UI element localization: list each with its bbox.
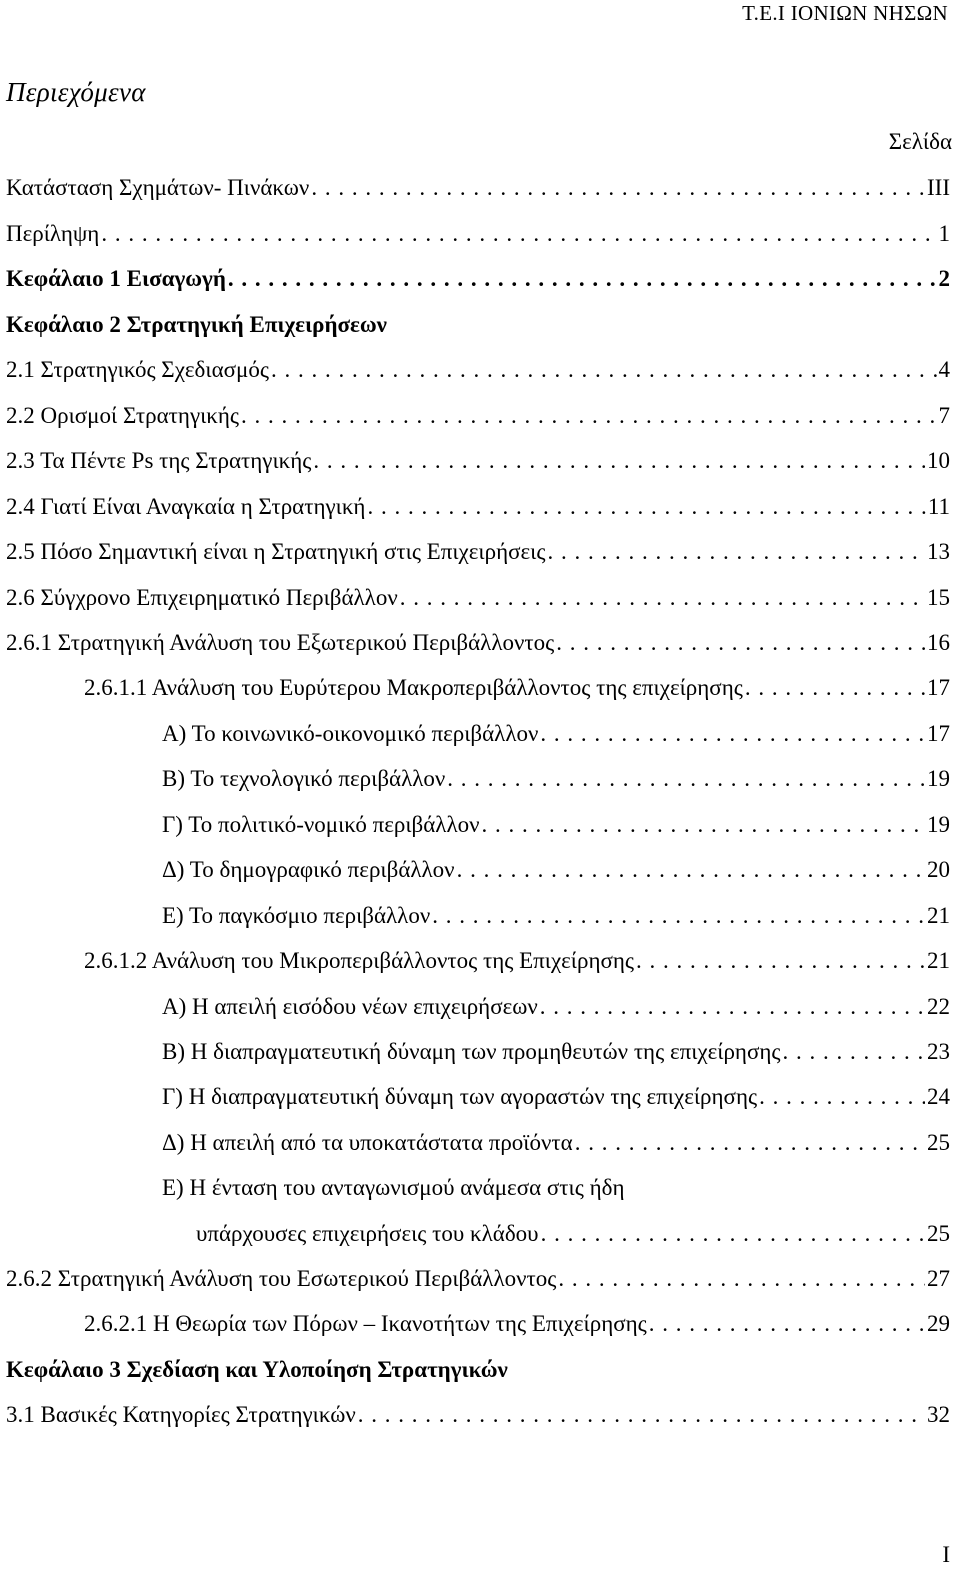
toc-entry[interactable] (162, 1082, 950, 1112)
dot-leader (636, 946, 925, 976)
toc-entry-label: 2.1 Στρατηγικός Σχεδιασμός (6, 357, 269, 382)
toc-entry[interactable] (6, 583, 950, 613)
toc-entry-label: Κεφάλαιο 1 Εισαγωγή (6, 266, 226, 291)
dot-leader (311, 173, 925, 203)
dot-leader (271, 355, 937, 385)
dot-leader (447, 764, 925, 794)
toc-entry[interactable] (84, 1309, 950, 1339)
toc-entry-label: Α) Το κοινωνικό-οικονομικό περιβάλλον (162, 721, 539, 746)
dot-leader (783, 1037, 926, 1067)
toc-entry[interactable] (162, 901, 950, 931)
page-number: I (942, 1542, 950, 1567)
toc-entry[interactable] (162, 719, 950, 749)
toc-entry-label: 2.5 Πόσο Σημαντική είναι η Στρατηγική στις Επιχειρήσεις (6, 539, 546, 564)
toc-entry-label: Ε) Η ένταση του ανταγωνισμού ανάμεσα στις ήδη (162, 1175, 625, 1200)
toc-entry[interactable] (196, 1219, 950, 1249)
dot-leader (358, 1400, 925, 1430)
toc-entry-page: 1 (938, 221, 950, 246)
toc-entry-label: 2.6.1.2 Ανάλυση του Μικροπεριβάλλοντος της Επιχείρησης (84, 948, 635, 973)
toc-entry-label: 2.6.2 Στρατηγική Ανάλυση του Εσωτερικού Περιβάλλοντος (6, 1266, 557, 1291)
toc-entry[interactable] (6, 355, 950, 385)
toc-entry-label: Κεφάλαιο 2 Στρατηγική Επιχειρήσεων (6, 312, 387, 337)
dot-leader (367, 492, 925, 522)
dot-leader (558, 1264, 925, 1294)
toc-entry-page: 2 (938, 266, 950, 291)
toc-entry[interactable] (6, 1400, 950, 1430)
dot-leader (759, 1082, 925, 1112)
toc-entry-page: 19 (927, 812, 950, 837)
toc-entry-label: 3.1 Βασικές Κατηγορίες Στρατηγικών (6, 1402, 356, 1427)
toc-entry[interactable] (162, 764, 950, 794)
toc-entry-page: 4 (938, 357, 950, 382)
toc-entry[interactable] (6, 310, 950, 340)
toc-entry-page: 27 (927, 1266, 950, 1291)
toc-entry-page: 20 (927, 857, 950, 882)
toc-entry-page: 21 (927, 948, 950, 973)
toc-entry[interactable] (6, 492, 950, 522)
dot-leader (540, 719, 925, 749)
toc-entry[interactable] (162, 1173, 950, 1203)
toc-entry-label: Β) Η διαπραγματευτική δύναμη των προμηθευτών της επιχείρησης (162, 1039, 781, 1064)
toc-entry-label: 2.6.2.1 Η Θεωρία των Πόρων – Ικανοτήτων της Επιχείρησης (84, 1311, 647, 1336)
toc-entry-page: 29 (927, 1311, 950, 1336)
toc-entry[interactable] (162, 1037, 950, 1067)
toc-entry-label: 2.4 Γιατί Είναι Αναγκαία η Στρατηγική (6, 494, 366, 519)
toc-entry[interactable] (6, 1264, 950, 1294)
toc-entry-page: 19 (927, 766, 950, 791)
dot-leader (556, 628, 925, 658)
dot-leader (482, 810, 926, 840)
toc-entry-label: Γ) Η διαπραγματευτική δύναμη των αγοραστών της επιχείρησης (162, 1084, 758, 1109)
toc-entry-page: 11 (927, 494, 950, 519)
toc-entry-label: 2.2 Ορισμοί Στρατηγικής (6, 403, 240, 428)
toc-entry-label: Α) Η απειλή εισόδου νέων επιχειρήσεων (162, 994, 538, 1019)
page-column-label: Σελίδα (888, 129, 952, 154)
toc-entry[interactable] (162, 855, 950, 885)
toc-entry-label: 2.3 Τα Πέντε Ps της Στρατηγικής (6, 448, 312, 473)
header-institution: Τ.Ε.Ι ΙΟΝΙΩΝ ΝΗΣΩΝ (742, 1, 948, 25)
toc-entry-label: 2.6.1 Στρατηγική Ανάλυση του Εξωτερικού Περιβάλλοντος (6, 630, 555, 655)
toc-entry[interactable] (162, 992, 950, 1022)
toc-entry[interactable] (6, 628, 950, 658)
dot-leader (745, 673, 925, 703)
toc-entry-label: Περίληψη (6, 221, 100, 246)
toc-entry[interactable] (84, 946, 950, 976)
toc-entry-page: 7 (938, 403, 950, 428)
toc-entry-label: 2.6.1.1 Ανάλυση του Ευρύτερου Μακροπεριβάλλοντος της επιχείρησης (84, 675, 743, 700)
toc-entry-page: 13 (927, 539, 950, 564)
toc-entry[interactable] (6, 1355, 950, 1385)
dot-leader (457, 855, 925, 885)
toc-entry-page: 10 (927, 448, 950, 473)
toc-entry[interactable] (162, 810, 950, 840)
toc-title: Περιεχόμενα (6, 77, 146, 107)
toc-entry[interactable] (6, 219, 950, 249)
dot-leader (541, 1219, 925, 1249)
toc-entry-page: 32 (927, 1402, 950, 1427)
toc-entry-page: 16 (927, 630, 950, 655)
dot-leader (575, 1128, 925, 1158)
toc-entry[interactable] (6, 537, 950, 567)
toc-entry[interactable] (162, 1128, 950, 1158)
toc-entry-label: Ε) Το παγκόσμιο περιβάλλον (162, 903, 431, 928)
dot-leader (540, 992, 925, 1022)
toc-entry-label: Κεφάλαιο 3 Σχεδίαση και Υλοποίηση Στρατηγικών (6, 1357, 508, 1382)
toc-entry-page: 15 (927, 585, 950, 610)
toc-entry[interactable] (6, 401, 950, 431)
toc-entry-label: 2.6 Σύγχρονο Επιχειρηματικό Περιβάλλον (6, 585, 398, 610)
dot-leader (547, 537, 925, 567)
toc-entry[interactable] (6, 446, 950, 476)
toc-entry-label: Κατάσταση Σχημάτων- Πινάκων (6, 175, 310, 200)
toc-entry-label: υπάρχουσες επιχειρήσεις του κλάδου (196, 1221, 539, 1246)
toc-entry-label: Δ) Το δημογραφικό περιβάλλον (162, 857, 455, 882)
toc-entry-page: 25 (927, 1130, 950, 1155)
toc-entry-label: Γ) Το πολιτικό-νομικό περιβάλλον (162, 812, 480, 837)
dot-leader (101, 219, 936, 249)
dot-leader (400, 583, 925, 613)
toc-entry[interactable] (84, 673, 950, 703)
toc-entry-page: 25 (927, 1221, 950, 1246)
toc-entry-page: 23 (927, 1039, 950, 1064)
dot-leader (432, 901, 925, 931)
toc-entry[interactable] (6, 264, 950, 294)
dot-leader (241, 401, 936, 431)
toc-entry-page: 24 (927, 1084, 950, 1109)
toc-entry-label: Β) Το τεχνολογικό περιβάλλον (162, 766, 446, 791)
toc-entry[interactable] (6, 173, 950, 203)
toc-entry-page: 22 (927, 994, 950, 1019)
dot-leader (313, 446, 925, 476)
toc-entry-page: 21 (927, 903, 950, 928)
toc-entry-label: Δ) Η απειλή από τα υποκατάστατα προϊόντα (162, 1130, 573, 1155)
dot-leader (649, 1309, 925, 1339)
toc-entry-page: 17 (927, 675, 950, 700)
dot-leader (228, 264, 937, 294)
toc-entry-page: III (927, 175, 950, 200)
toc-entry-page: 17 (927, 721, 950, 746)
